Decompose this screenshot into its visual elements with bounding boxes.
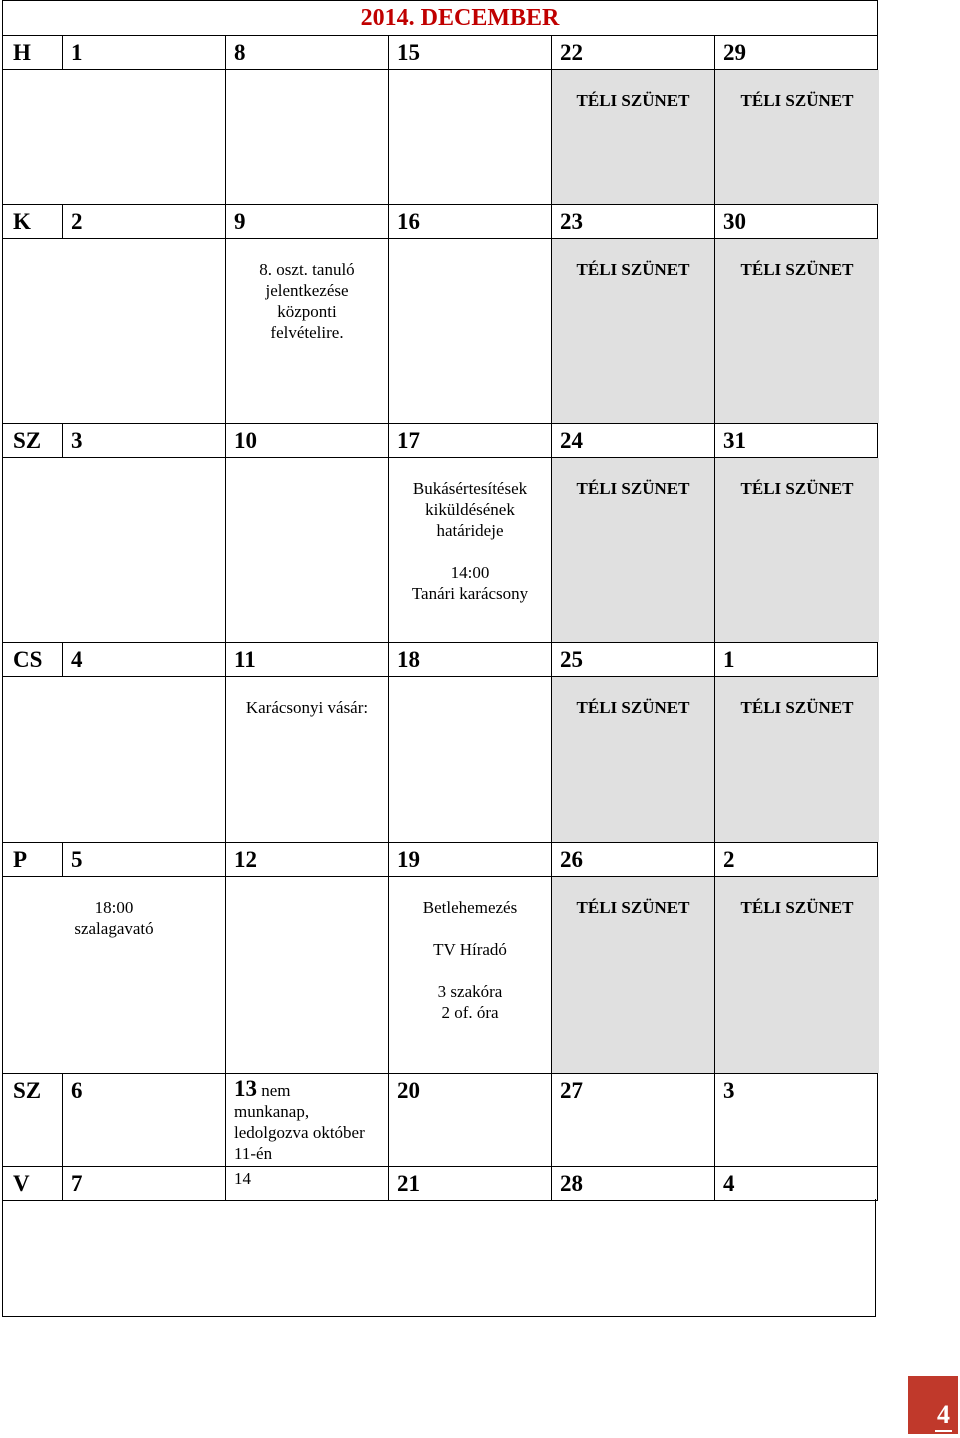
event-line: jelentkezése xyxy=(265,281,349,300)
day-cell xyxy=(63,239,226,423)
date-number: 16 xyxy=(389,205,552,238)
winter-break-cell: TÉLI SZÜNET xyxy=(552,70,715,204)
date-number: 31 xyxy=(723,427,746,453)
week-body-tuesday xyxy=(3,239,877,424)
week-header-wednesday xyxy=(3,424,877,458)
event-line: felvételire. xyxy=(270,323,344,342)
week-body-friday xyxy=(3,877,877,1074)
event-line: TV Híradó xyxy=(433,940,507,959)
event-line: 14:00 xyxy=(450,563,490,582)
date-number: 25 xyxy=(552,643,715,676)
event-line: Bukásértesítések xyxy=(412,479,528,498)
date-number: 3 xyxy=(63,424,226,457)
week-body-thursday xyxy=(3,677,877,843)
date-number: 22 xyxy=(552,36,715,69)
date-number: 10 xyxy=(226,424,389,457)
day-label: K xyxy=(3,205,63,238)
winter-break-cell: TÉLI SZÜNET xyxy=(552,458,715,642)
date-number: 5 xyxy=(63,843,226,876)
day-cell xyxy=(226,877,389,1073)
date-number: 14 xyxy=(226,1167,389,1200)
winter-break-cell: TÉLI SZÜNET xyxy=(552,239,715,423)
day-cell xyxy=(389,70,552,204)
event-cell xyxy=(226,239,389,423)
date-number: 26 xyxy=(552,843,715,876)
date-number: 13 xyxy=(234,1076,257,1101)
day-cell xyxy=(226,458,389,642)
winter-break-cell: TÉLI SZÜNET xyxy=(715,70,879,204)
event-line: 8. oszt. tanuló xyxy=(259,260,355,279)
week-header-monday xyxy=(3,36,877,70)
empty-cell xyxy=(3,70,63,204)
week-row-sunday xyxy=(3,1167,877,1200)
event-line: Tanári karácsony xyxy=(411,584,529,603)
winter-break-cell: TÉLI SZÜNET xyxy=(552,677,715,842)
date-number: 24 xyxy=(552,424,715,457)
winter-break-cell: TÉLI SZÜNET xyxy=(715,239,879,423)
day-cell xyxy=(226,70,389,204)
date-note-line: ledolgozva október xyxy=(234,1123,365,1142)
day-label: CS xyxy=(3,643,63,676)
date-note: nem xyxy=(261,1081,291,1100)
date-number: 17 xyxy=(389,424,552,457)
date-number: 28 xyxy=(552,1167,715,1200)
empty-cell xyxy=(3,239,63,423)
day-label: V xyxy=(3,1167,63,1200)
notes-box xyxy=(2,1199,876,1317)
day-label: SZ xyxy=(3,1074,63,1166)
winter-break-cell: TÉLI SZÜNET xyxy=(715,458,879,642)
date-number: 23 xyxy=(552,205,715,238)
day-cell xyxy=(63,677,226,842)
week-header-thursday xyxy=(3,643,877,677)
event-line: 3 szakóra xyxy=(437,982,503,1001)
date-number: 18 xyxy=(389,643,552,676)
date-note-line: munkanap, xyxy=(234,1102,310,1121)
date-number: 29 xyxy=(723,39,746,65)
date-number: 6 xyxy=(63,1074,226,1166)
event-line: Betlehemezés xyxy=(422,898,518,917)
event-line: 2 of. óra xyxy=(441,1003,499,1022)
calendar-title: 2014. DECEMBER xyxy=(3,1,877,36)
day-label: P xyxy=(3,843,63,876)
empty-cell xyxy=(3,677,63,842)
date-number: 27 xyxy=(552,1074,715,1166)
december-calendar xyxy=(2,0,878,1201)
week-header-friday xyxy=(3,843,877,877)
event-cell xyxy=(389,458,552,642)
winter-break-cell: TÉLI SZÜNET xyxy=(715,877,879,1073)
day-cell xyxy=(63,70,226,204)
event-line: központi xyxy=(277,302,337,321)
date-number: 21 xyxy=(389,1167,552,1200)
page-number: 4 xyxy=(935,1400,952,1432)
date-number: 11 xyxy=(226,643,389,676)
date-number: 1 xyxy=(723,646,735,672)
winter-break-cell: TÉLI SZÜNET xyxy=(715,677,879,842)
day-cell xyxy=(389,677,552,842)
date-note-cell xyxy=(226,1074,389,1166)
date-number: 8 xyxy=(226,36,389,69)
date-number: 4 xyxy=(723,1170,735,1196)
date-note-line: 11-én xyxy=(234,1144,273,1163)
day-cell xyxy=(63,458,226,642)
week-body-monday xyxy=(3,70,877,205)
date-number: 3 xyxy=(723,1078,735,1103)
date-number: 2 xyxy=(723,846,735,872)
event-cell xyxy=(389,877,552,1073)
date-number: 20 xyxy=(389,1074,552,1166)
date-number: 4 xyxy=(63,643,226,676)
event-line: kiküldésének xyxy=(425,500,515,519)
date-number: 19 xyxy=(389,843,552,876)
week-body-wednesday xyxy=(3,458,877,643)
event-line: szalagavató xyxy=(74,919,154,938)
page-number-badge xyxy=(908,1376,958,1434)
day-label: H xyxy=(3,36,63,69)
event-line: határideje xyxy=(436,521,504,540)
date-number: 15 xyxy=(389,36,552,69)
day-cell xyxy=(389,239,552,423)
date-number: 2 xyxy=(63,205,226,238)
date-number: 7 xyxy=(63,1167,226,1200)
event-line: 18:00 xyxy=(94,898,134,917)
date-number: 12 xyxy=(226,843,389,876)
event-cell xyxy=(3,877,226,1073)
day-label: SZ xyxy=(3,424,63,457)
date-number: 9 xyxy=(226,205,389,238)
date-number: 30 xyxy=(723,208,746,234)
week-header-tuesday xyxy=(3,205,877,239)
week-row-saturday xyxy=(3,1074,877,1167)
winter-break-cell: TÉLI SZÜNET xyxy=(552,877,715,1073)
empty-cell xyxy=(3,458,63,642)
date-number: 1 xyxy=(63,36,226,69)
event-cell: Karácsonyi vásár: xyxy=(226,677,389,842)
